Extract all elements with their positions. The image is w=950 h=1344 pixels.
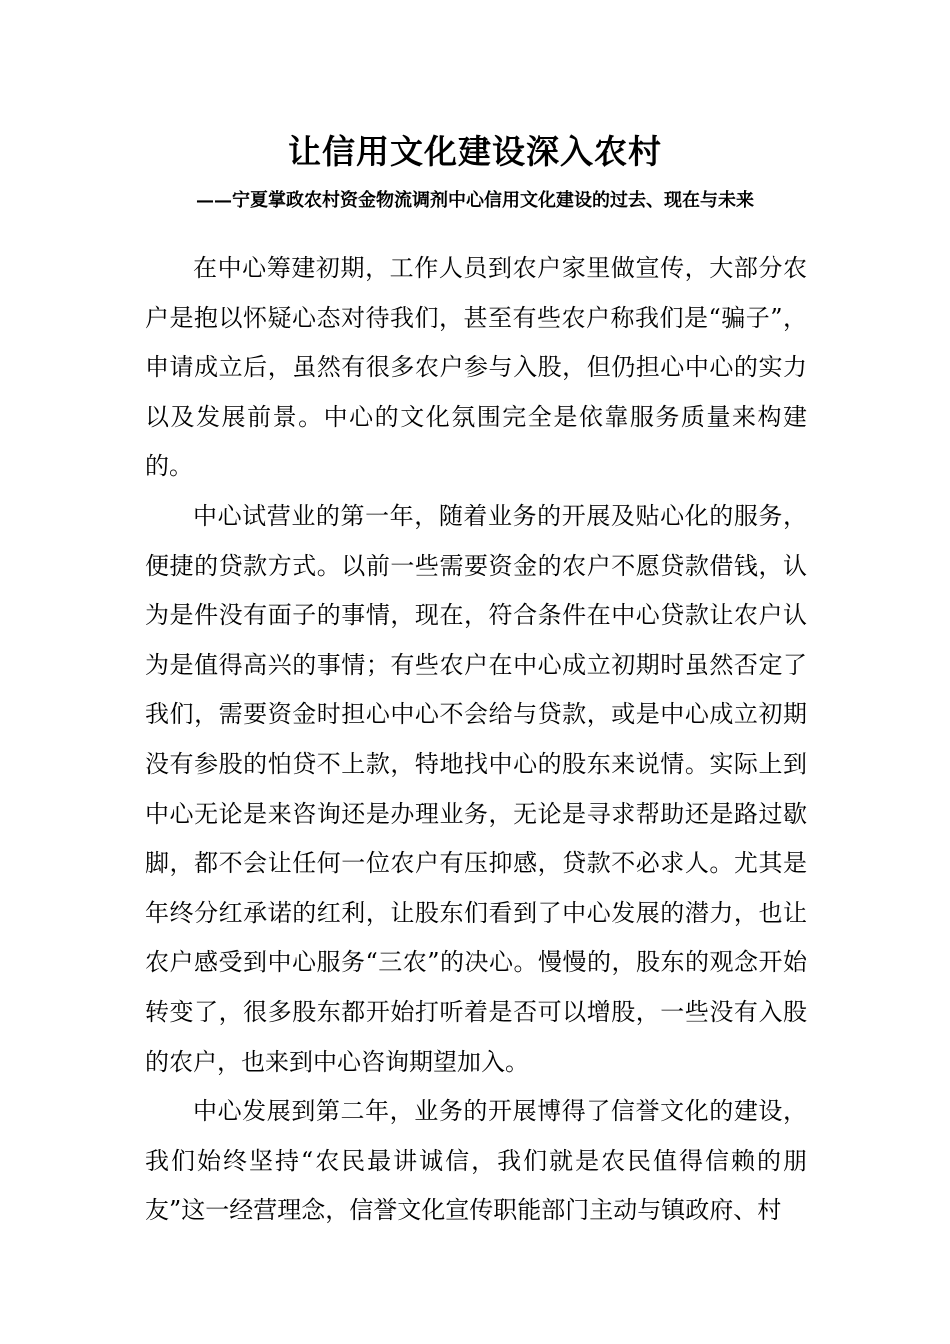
document-title: 让信用文化建设深入农村 [288,132,662,171]
paragraph: 中心试营业的第一年，随着业务的开展及贴心化的服务，便捷的贷款方式。以前一些需要资金的农户不愿贷款借钱，认为是件没有面子的事情，现在，符合条件在中心贷款让农户认为是值得高兴的事情；有些农户在中心成立初期时虽然否定了我们，需要资金时担心中心不会给与贷款，或是中心成立初期没有参股的怕贷不上款，特地找中心的股东来说情。实际上到中心无论是来咨询还是办理业务，无论是寻求帮助还是路过歇脚，都不会让任何一位农户有压抑感，贷款不必求人。尤其是年终分红承诺的红利，让股东们看到了中心发展的潜力，也让农户感受到中心服务“三农”的决心。慢慢的，股东的观念开始转变了，很多股东都开始打听着是否可以增股，一些没有入股的农户，也来到中心咨询期望加入。 [145,501,807,1076]
paragraph: 中心发展到第二年，业务的开展博得了信誉文化的建设，我们始终坚持“农民最讲诚信，我们就是农民值得信赖的朋友”这一经营理念，信誉文化宣传职能部门主动与镇政府、村 [145,1097,807,1225]
document-body [145,244,807,1236]
document-subtitle: ——宁夏掌政农村资金物流调剂中心信用文化建设的过去、现在与未来 [196,190,754,211]
paragraph: 在中心筹建初期，工作人员到农户家里做宣传，大部分农户是抱以怀疑心态对待我们，甚至有些农户称我们是“骗子”，申请成立后，虽然有很多农户参与入股，但仍担心中心的实力以及发展前景。中心的文化氛围完全是依靠服务质量来构建的。 [145,254,807,481]
